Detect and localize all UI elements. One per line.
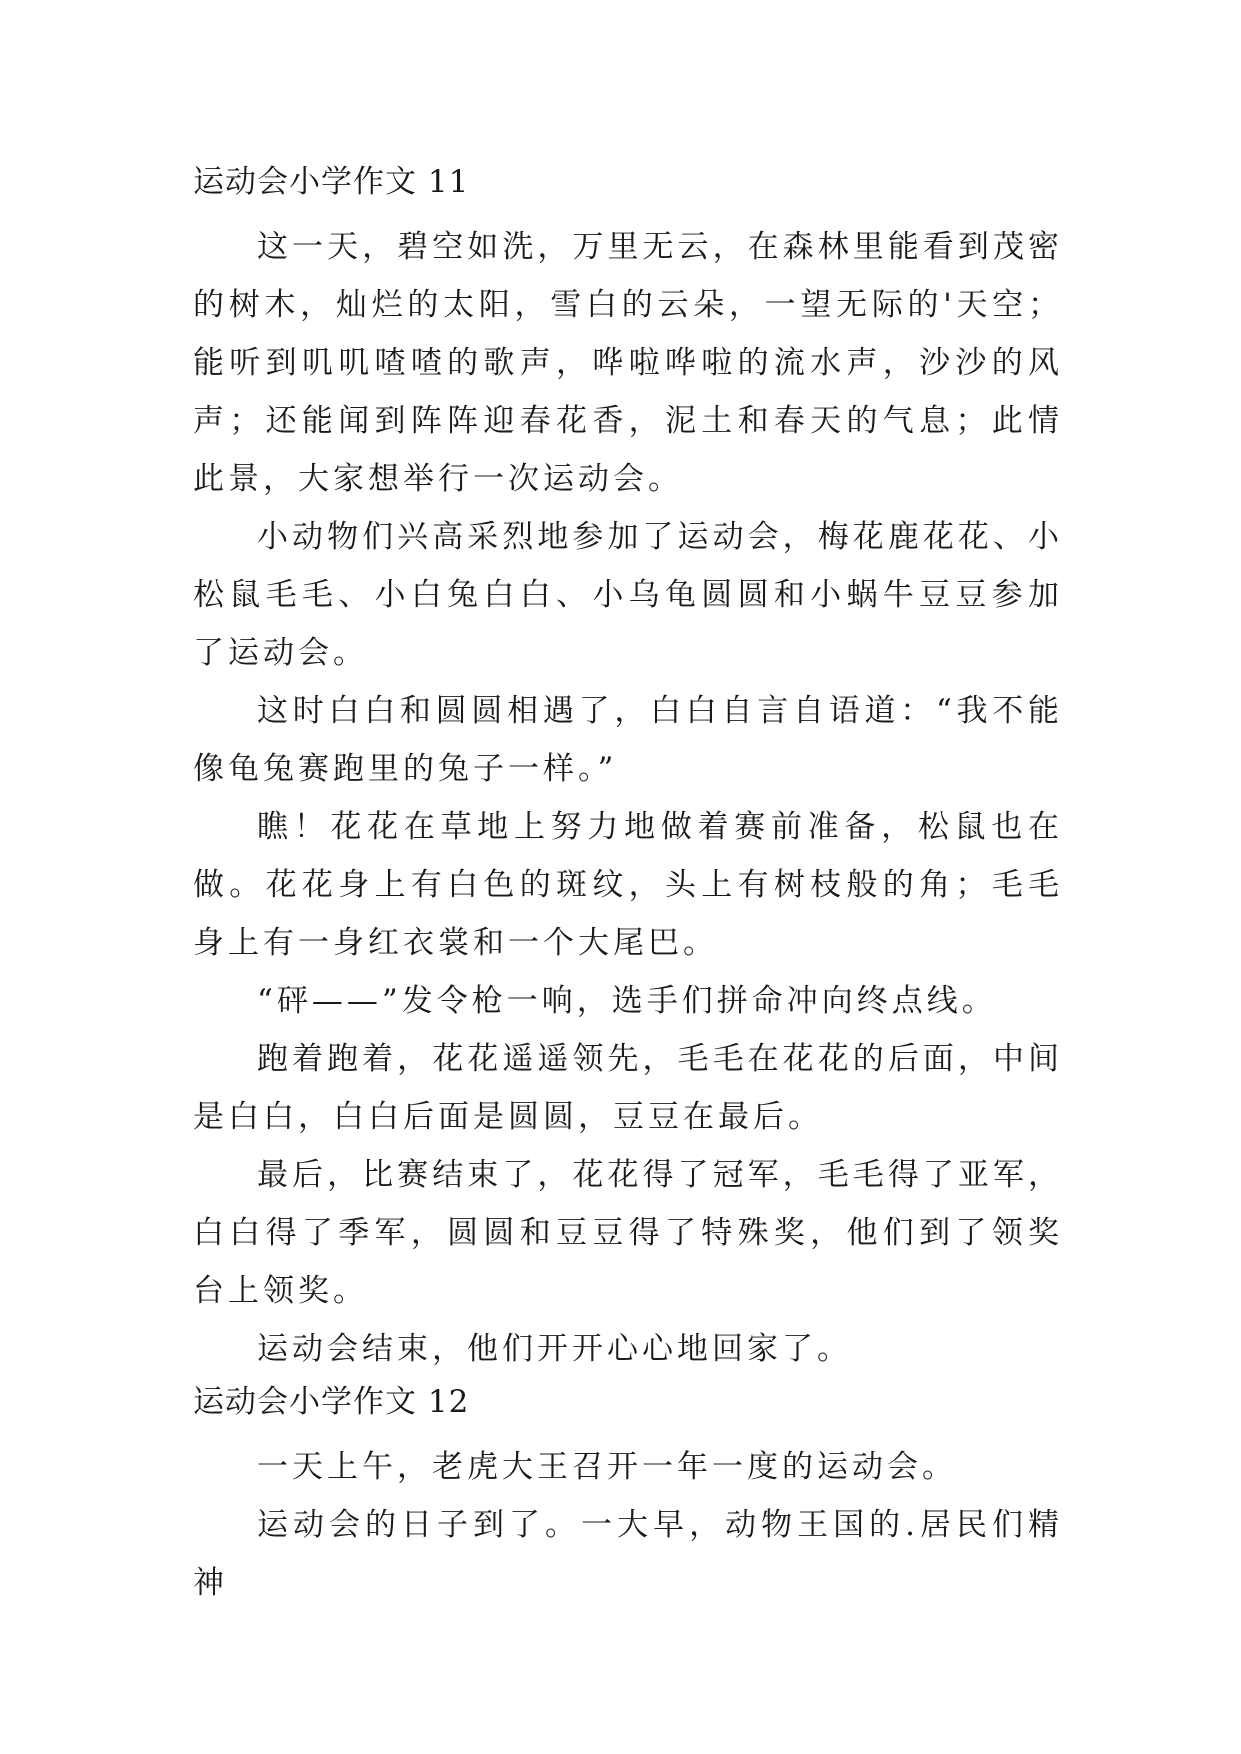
document-body [193, 158, 1063, 1612]
paragraph: 运动会的日子到了。一大早，动物王国的.居民们精神 [193, 1507, 1063, 1601]
essay-12 [193, 1378, 1063, 1612]
paragraph: “砰——”发令枪一响，选手们拼命冲向终点线。 [257, 983, 997, 1019]
essay-11 [193, 158, 1063, 1378]
paragraph: 一天上午，老虎大王召开一年一度的运动会。 [257, 1449, 957, 1485]
paragraph: 瞧！花花在草地上努力地做着赛前准备，松鼠也在做。花花身上有白色的斑纹，头上有树枝般的角；毛毛身上有一身红衣裳和一个大尾巴。 [193, 809, 1063, 961]
paragraph: 这一天，碧空如洗，万里无云，在森林里能看到茂密的树木，灿烂的太阳，雪白的云朵，一望无际的'天空；能听到叽叽喳喳的歌声，哗啦哗啦的流水声，沙沙的风声；还能闻到阵阵迎春花香，泥土和春天的气息；此情此景，大家想举行一次运动会。 [193, 229, 1063, 497]
paragraph: 小动物们兴高采烈地参加了运动会，梅花鹿花花、小松鼠毛毛、小白兔白白、小乌龟圆圆和小蜗牛豆豆参加了运动会。 [193, 519, 1063, 671]
essay-title: 运动会小学作文 12 [193, 1384, 470, 1420]
paragraph: 最后，比赛结束了，花花得了冠军，毛毛得了亚军，白白得了季军，圆圆和豆豆得了特殊奖，他们到了领奖台上领奖。 [193, 1157, 1063, 1309]
paragraph: 这时白白和圆圆相遇了，白白自言自语道：“我不能像龟兔赛跑里的兔子一样。” [193, 693, 1063, 787]
paragraph: 跑着跑着，花花遥遥领先，毛毛在花花的后面，中间是白白，白白后面是圆圆，豆豆在最后。 [193, 1041, 1063, 1135]
paragraph: 运动会结束，他们开开心心地回家了。 [257, 1331, 852, 1367]
essay-title: 运动会小学作文 11 [193, 164, 470, 200]
